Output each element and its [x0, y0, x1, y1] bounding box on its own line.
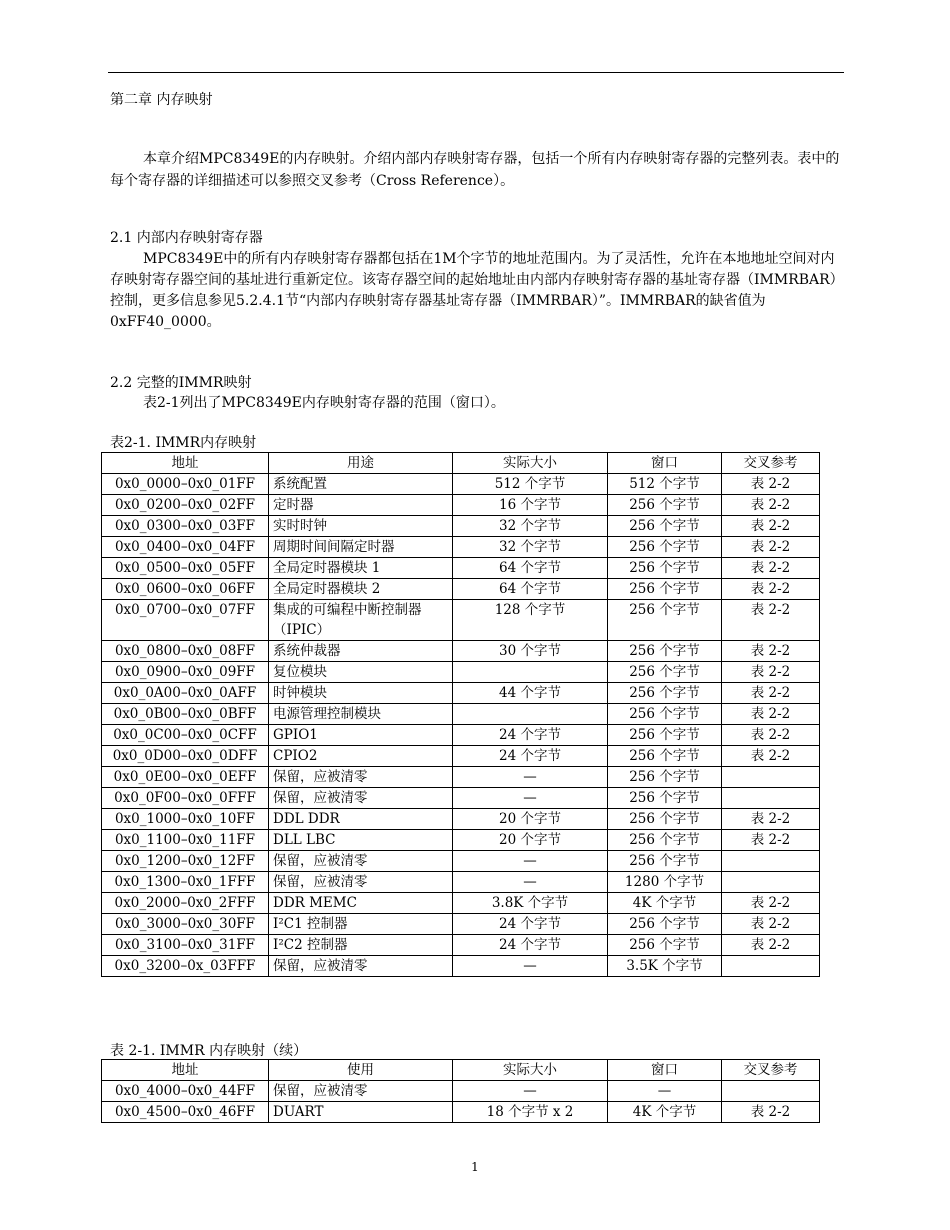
cell-cross-reference: 表 2-2: [722, 830, 820, 851]
cell-address: 0x0_0D00–0x0_0DFF: [102, 746, 269, 767]
table-row: [102, 704, 820, 725]
cell-purpose: DUART: [269, 1102, 453, 1123]
cell-actual-size: 64 个字节: [453, 579, 608, 600]
cell-purpose: 集成的可编程中断控制器（IPIC）: [269, 600, 453, 641]
cell-cross-reference: 表 2-2: [722, 893, 820, 914]
header-address: 地址: [102, 1060, 269, 1081]
cell-purpose: 定时器: [269, 495, 453, 516]
table-row: [102, 914, 820, 935]
cell-cross-reference: 表 2-2: [722, 725, 820, 746]
table-row: [102, 830, 820, 851]
cell-actual-size: 20 个字节: [453, 809, 608, 830]
cell-actual-size: 64 个字节: [453, 558, 608, 579]
cell-purpose: GPIO1: [269, 725, 453, 746]
cell-window: 256 个字节: [608, 914, 722, 935]
cell-actual-size: 24 个字节: [453, 914, 608, 935]
cell-address: 0x0_3100–0x0_31FF: [102, 935, 269, 956]
header-purpose: 用途: [269, 453, 453, 474]
cell-cross-reference: 表 2-2: [722, 746, 820, 767]
cell-address: 0x0_0700–0x0_07FF: [102, 600, 269, 641]
cell-address: 0x0_0400–0x0_04FF: [102, 537, 269, 558]
table-row: [102, 558, 820, 579]
cell-window: 256 个字节: [608, 579, 722, 600]
section-2-1-heading: 2.1 内部内存映射寄存器: [110, 230, 263, 246]
cell-window: 256 个字节: [608, 537, 722, 558]
cell-address: 0x0_0B00–0x0_0BFF: [102, 704, 269, 725]
cell-window: 256 个字节: [608, 641, 722, 662]
header-actual-size: 实际大小: [453, 1060, 608, 1081]
cell-address: 0x0_1200–0x0_12FF: [102, 851, 269, 872]
cell-actual-size: [453, 704, 608, 725]
cell-address: 0x0_1100–0x0_11FF: [102, 830, 269, 851]
table-row: [102, 746, 820, 767]
table-row: [102, 474, 820, 495]
header-window: 窗口: [608, 453, 722, 474]
header-cross-reference: 交叉参考: [722, 1060, 820, 1081]
cell-address: 0x0_0200–0x0_02FF: [102, 495, 269, 516]
table-row: [102, 683, 820, 704]
cell-actual-size: 30 个字节: [453, 641, 608, 662]
cell-window: 256 个字节: [608, 830, 722, 851]
cell-window: —: [608, 1081, 722, 1102]
cell-purpose: 保留，应被清零: [269, 956, 453, 977]
table-row: [102, 788, 820, 809]
section-2-2-body: 表2-1列出了MPC8349E内存映射寄存器的范围（窗口）。: [143, 395, 505, 411]
cell-address: 0x0_0600–0x0_06FF: [102, 579, 269, 600]
cell-actual-size: —: [453, 1081, 608, 1102]
header-rule: [108, 72, 844, 73]
page-number: 1: [471, 1160, 479, 1174]
intro-paragraph: 本章介绍MPC8349E的内存映射。介绍内部内存映射寄存器，包括一个所有内存映射寄存器的完整列表。表中的每个寄存器的详细描述可以参照交叉参考（Cross Reference）。: [110, 151, 840, 189]
cell-window: 1280 个字节: [608, 872, 722, 893]
cell-address: 0x0_3000–0x0_30FF: [102, 914, 269, 935]
cell-address: 0x0_0900–0x0_09FF: [102, 662, 269, 683]
cell-actual-size: 32 个字节: [453, 516, 608, 537]
cell-purpose: 保留，应被清零: [269, 1081, 453, 1102]
cell-window: 256 个字节: [608, 767, 722, 788]
cell-purpose: 周期时间间隔定时器: [269, 537, 453, 558]
cell-actual-size: —: [453, 956, 608, 977]
cell-purpose: 系统仲裁器: [269, 641, 453, 662]
cell-actual-size: —: [453, 788, 608, 809]
cell-cross-reference: 表 2-2: [722, 516, 820, 537]
cell-actual-size: 44 个字节: [453, 683, 608, 704]
cell-actual-size: [453, 662, 608, 683]
cell-window: 256 个字节: [608, 809, 722, 830]
cell-address: 0x0_0C00–0x0_0CFF: [102, 725, 269, 746]
cell-cross-reference: 表 2-2: [722, 537, 820, 558]
cell-window: 256 个字节: [608, 704, 722, 725]
table-header-row: [102, 1060, 820, 1081]
table-row: [102, 872, 820, 893]
cell-window: 256 个字节: [608, 600, 722, 641]
cell-window: 256 个字节: [608, 788, 722, 809]
cell-purpose: 保留，应被清零: [269, 872, 453, 893]
cell-cross-reference: [722, 788, 820, 809]
cell-purpose: 时钟模块: [269, 683, 453, 704]
cell-address: 0x0_0500–0x0_05FF: [102, 558, 269, 579]
cell-address: 0x0_0300–0x0_03FF: [102, 516, 269, 537]
cell-actual-size: 128 个字节: [453, 600, 608, 641]
cell-address: 0x0_4500–0x0_46FF: [102, 1102, 269, 1123]
table-row: [102, 641, 820, 662]
cell-purpose: CPIO2: [269, 746, 453, 767]
cell-address: 0x0_0E00–0x0_0EFF: [102, 767, 269, 788]
table-row: [102, 767, 820, 788]
cell-actual-size: 32 个字节: [453, 537, 608, 558]
cell-cross-reference: 表 2-2: [722, 914, 820, 935]
cell-actual-size: 24 个字节: [453, 725, 608, 746]
table2-caption: 表 2-1. IMMR 内存映射（续）: [110, 1043, 308, 1059]
cell-window: 256 个字节: [608, 725, 722, 746]
cell-purpose: I²C2 控制器: [269, 935, 453, 956]
cell-cross-reference: 表 2-2: [722, 1102, 820, 1123]
cell-address: 0x0_3200–0x_03FFF: [102, 956, 269, 977]
table-row: [102, 1081, 820, 1102]
cell-actual-size: 512 个字节: [453, 474, 608, 495]
chapter-title: 第二章 内存映射: [110, 92, 213, 108]
cell-window: 256 个字节: [608, 516, 722, 537]
cell-actual-size: 18 个字节 x 2: [453, 1102, 608, 1123]
table-header-row: [102, 453, 820, 474]
cell-address: 0x0_2000–0x0_2FFF: [102, 893, 269, 914]
cell-purpose: 电源管理控制模块: [269, 704, 453, 725]
cell-actual-size: —: [453, 767, 608, 788]
cell-cross-reference: 表 2-2: [722, 641, 820, 662]
table-row: [102, 516, 820, 537]
cell-address: 0x0_0F00–0x0_0FFF: [102, 788, 269, 809]
cell-window: 4K 个字节: [608, 1102, 722, 1123]
table-row: [102, 579, 820, 600]
table1-caption: 表2-1. IMMR内存映射: [110, 435, 257, 451]
cell-cross-reference: 表 2-2: [722, 809, 820, 830]
cell-purpose: 全局定时器模块 2: [269, 579, 453, 600]
table-row: [102, 495, 820, 516]
cell-window: 256 个字节: [608, 851, 722, 872]
cell-address: 0x0_4000–0x0_44FF: [102, 1081, 269, 1102]
table-row: [102, 851, 820, 872]
table-row: [102, 662, 820, 683]
cell-cross-reference: 表 2-2: [722, 935, 820, 956]
cell-actual-size: —: [453, 851, 608, 872]
header-actual-size: 实际大小: [453, 453, 608, 474]
cell-address: 0x0_1000–0x0_10FF: [102, 809, 269, 830]
cell-purpose: 全局定时器模块 1: [269, 558, 453, 579]
cell-window: 512 个字节: [608, 474, 722, 495]
cell-window: 256 个字节: [608, 558, 722, 579]
cell-purpose: DLL LBC: [269, 830, 453, 851]
cell-address: 0x0_0A00–0x0_0AFF: [102, 683, 269, 704]
cell-purpose: I²C1 控制器: [269, 914, 453, 935]
cell-actual-size: —: [453, 872, 608, 893]
table-row: [102, 1102, 820, 1123]
cell-cross-reference: [722, 872, 820, 893]
cell-cross-reference: 表 2-2: [722, 683, 820, 704]
table-row: [102, 600, 820, 641]
cell-window: 256 个字节: [608, 935, 722, 956]
table-row: [102, 956, 820, 977]
cell-cross-reference: 表 2-2: [722, 474, 820, 495]
cell-window: 256 个字节: [608, 746, 722, 767]
cell-actual-size: 3.8K 个字节: [453, 893, 608, 914]
cell-purpose: DDR MEMC: [269, 893, 453, 914]
section-2-1-body: MPC8349E中的所有内存映射寄存器都包括在1M个字节的地址范围内。为了灵活性，允许在本地地址空间对内存映射寄存器空间的基址进行重新定位。该寄存器空间的起始地址由内部内存映射寄存器的基址寄存器（IMMRBAR）控制，更多信息参见5.2.4.1节“内部内存映射寄存器基址寄存器（IMMRBAR）”。IMMRBAR的缺省值为0xFF40_0000。: [110, 251, 837, 330]
cell-window: 3.5K 个字节: [608, 956, 722, 977]
cell-address: 0x0_0800–0x0_08FF: [102, 641, 269, 662]
cell-purpose: 实时时钟: [269, 516, 453, 537]
cell-cross-reference: 表 2-2: [722, 662, 820, 683]
header-usage: 使用: [269, 1060, 453, 1081]
cell-window: 256 个字节: [608, 662, 722, 683]
cell-cross-reference: [722, 767, 820, 788]
cell-cross-reference: 表 2-2: [722, 600, 820, 641]
table-row: [102, 893, 820, 914]
cell-purpose: DDL DDR: [269, 809, 453, 830]
cell-cross-reference: 表 2-2: [722, 495, 820, 516]
cell-actual-size: 24 个字节: [453, 746, 608, 767]
header-window: 窗口: [608, 1060, 722, 1081]
cell-window: 256 个字节: [608, 495, 722, 516]
header-address: 地址: [102, 453, 269, 474]
header-cross-reference: 交叉参考: [722, 453, 820, 474]
cell-address: 0x0_1300–0x0_1FFF: [102, 872, 269, 893]
section-2-2-heading: 2.2 完整的IMMR映射: [110, 375, 252, 391]
cell-cross-reference: 表 2-2: [722, 704, 820, 725]
cell-cross-reference: 表 2-2: [722, 558, 820, 579]
cell-purpose: 保留，应被清零: [269, 851, 453, 872]
immr-table-continued: [101, 1059, 820, 1123]
cell-actual-size: 20 个字节: [453, 830, 608, 851]
table-row: [102, 537, 820, 558]
cell-window: 4K 个字节: [608, 893, 722, 914]
table-row: [102, 935, 820, 956]
cell-cross-reference: [722, 1081, 820, 1102]
cell-purpose: 保留，应被清零: [269, 767, 453, 788]
table-row: [102, 725, 820, 746]
cell-purpose: 保留，应被清零: [269, 788, 453, 809]
cell-cross-reference: 表 2-2: [722, 579, 820, 600]
cell-cross-reference: [722, 956, 820, 977]
cell-cross-reference: [722, 851, 820, 872]
cell-actual-size: 16 个字节: [453, 495, 608, 516]
cell-purpose: 系统配置: [269, 474, 453, 495]
cell-actual-size: 24 个字节: [453, 935, 608, 956]
table-row: [102, 809, 820, 830]
cell-window: 256 个字节: [608, 683, 722, 704]
immr-table: [101, 452, 820, 977]
cell-address: 0x0_0000–0x0_01FF: [102, 474, 269, 495]
cell-purpose: 复位模块: [269, 662, 453, 683]
